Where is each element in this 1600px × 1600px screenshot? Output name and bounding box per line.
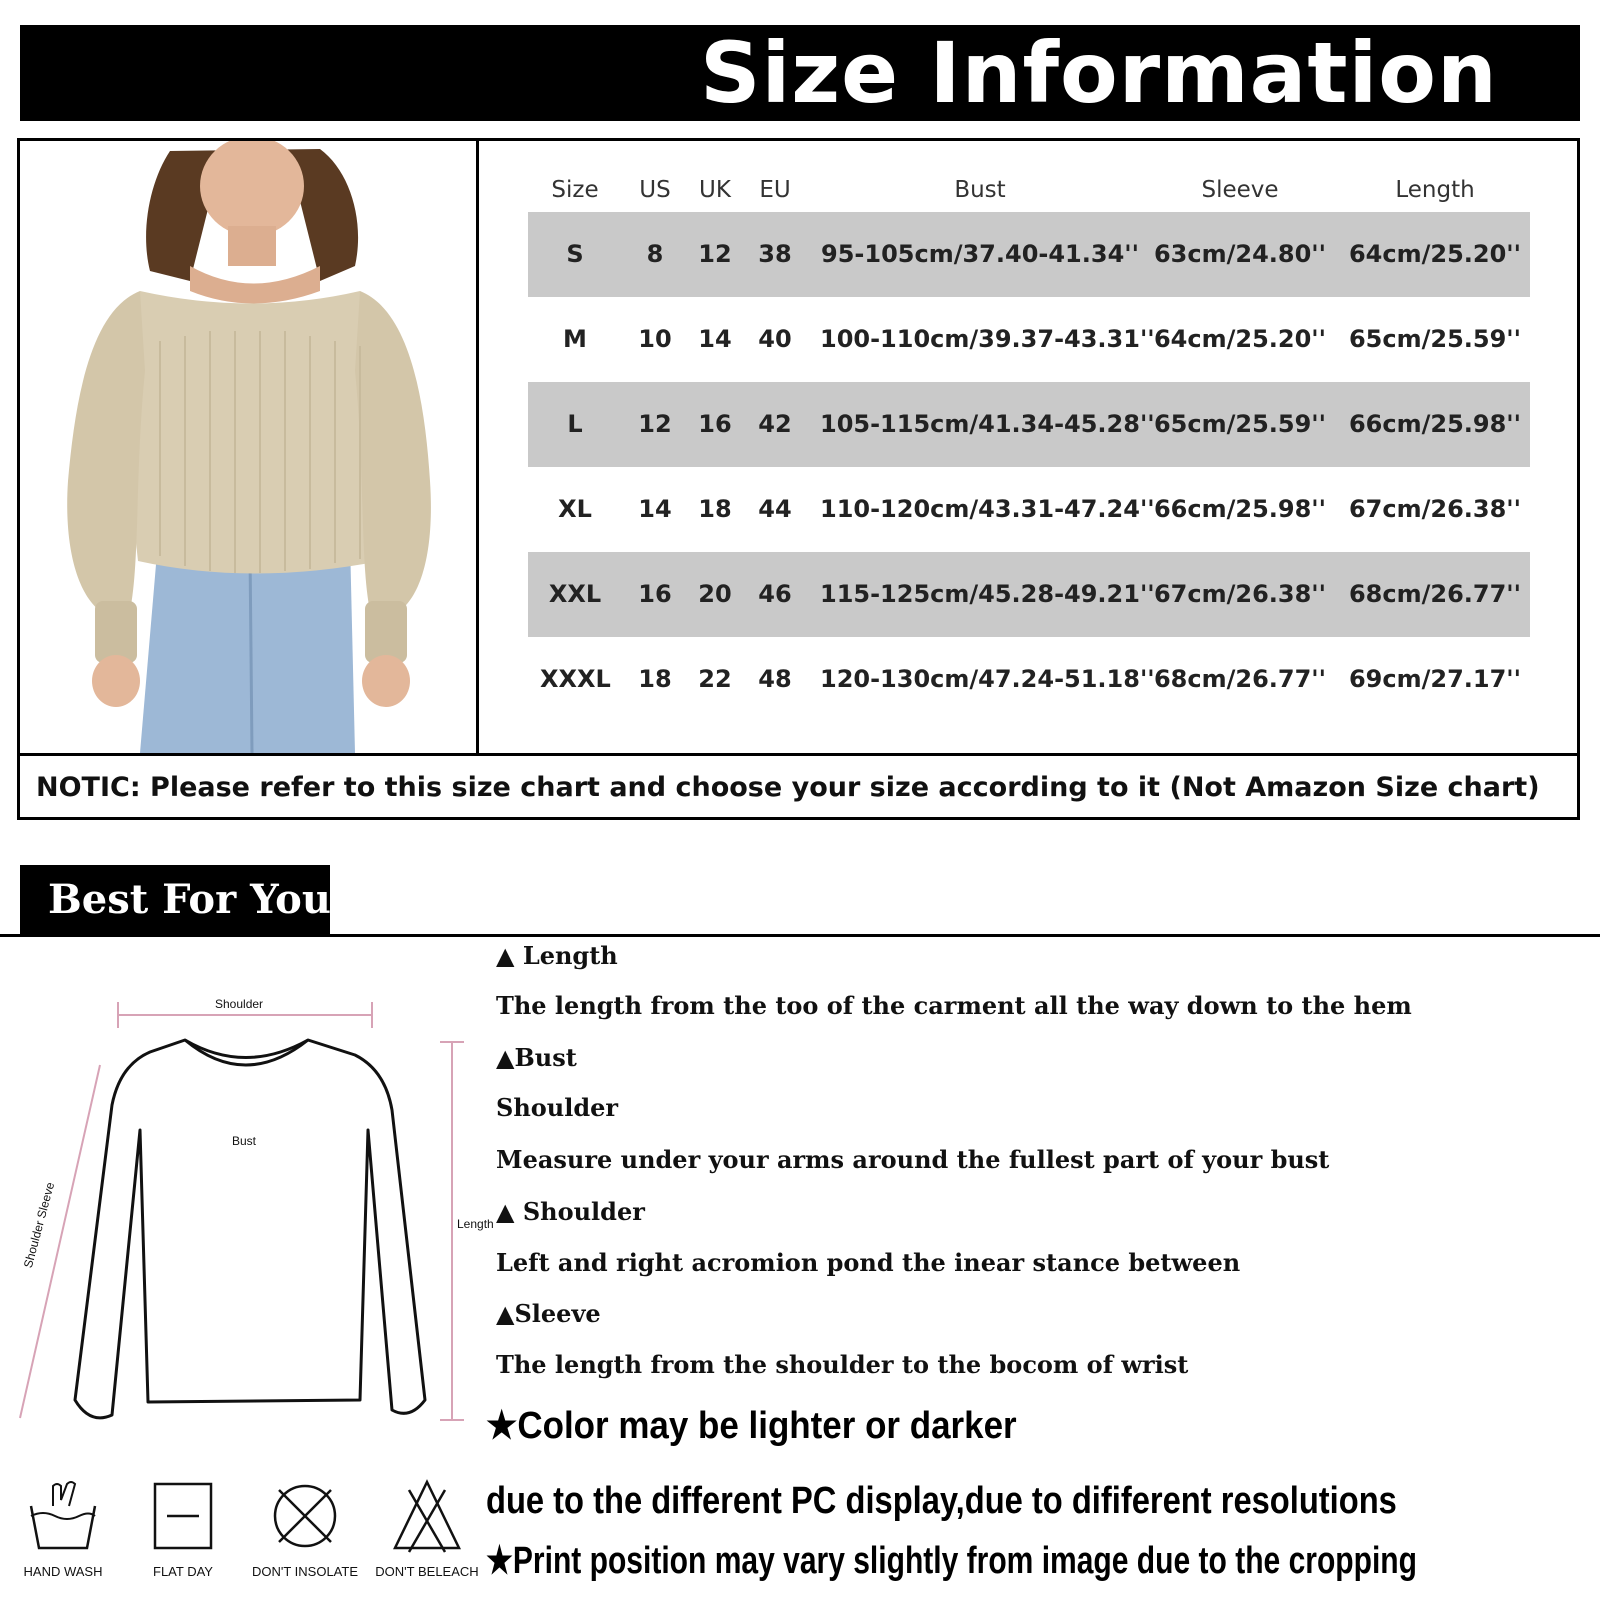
- notice-row: [20, 753, 1577, 817]
- cell-uk: 12: [698, 240, 732, 268]
- desc-length-heading: ▲ Length: [496, 941, 618, 970]
- care-icon-dont-insolate: [250, 1476, 360, 1586]
- desc-shoulder-text: Left and right acromion pond the inear stance between: [496, 1248, 1241, 1277]
- cell-eu: 40: [758, 325, 792, 353]
- dont-insolate-icon: [265, 1476, 345, 1556]
- table-row: [528, 212, 1530, 297]
- model-wearing-sweater-image: [20, 141, 476, 753]
- cell-length: 67cm/26.38'': [1348, 495, 1521, 523]
- column-header-size: Size: [551, 177, 599, 203]
- cell-bust: 110-120cm/43.31-47.24'': [820, 495, 1155, 523]
- cell-us: 18: [638, 665, 672, 693]
- cell-length: 69cm/27.17'': [1348, 665, 1521, 693]
- cell-length: 66cm/25.98'': [1348, 410, 1521, 438]
- desc-bust-heading: ▲Bust: [496, 1043, 577, 1072]
- cell-us: 14: [638, 495, 672, 523]
- care-label: FLAT DAY: [153, 1564, 213, 1579]
- table-row: [528, 382, 1530, 467]
- cell-sleeve: 66cm/25.98'': [1153, 495, 1326, 523]
- care-icon-hand-wash: [8, 1476, 118, 1586]
- cell-bust: 115-125cm/45.28-49.21'': [820, 580, 1155, 608]
- section-divider: [0, 934, 1600, 937]
- table-row: [528, 637, 1530, 722]
- cell-eu: 48: [758, 665, 792, 693]
- cell-eu: 38: [758, 240, 792, 268]
- cell-sleeve: 68cm/26.77'': [1153, 665, 1326, 693]
- cell-size: S: [566, 240, 584, 268]
- cell-uk: 16: [698, 410, 732, 438]
- flat-dry-icon: [143, 1476, 223, 1556]
- cell-sleeve: 63cm/24.80'': [1153, 240, 1326, 268]
- care-icon-dont-bleach: [372, 1476, 482, 1586]
- cell-sleeve: 64cm/25.20'': [1153, 325, 1326, 353]
- cell-bust: 95-105cm/37.40-41.34'': [821, 240, 1139, 268]
- desc-length-text: The length from the too of the carment all the way down to the hem: [496, 991, 1412, 1020]
- desc-shoulder-label: Shoulder: [496, 1093, 619, 1122]
- desc-shoulder-heading: ▲ Shoulder: [496, 1197, 645, 1226]
- column-header-sleeve: Sleeve: [1201, 177, 1279, 203]
- cell-length: 68cm/26.77'': [1348, 580, 1521, 608]
- header-banner: [20, 25, 1580, 121]
- care-label: DON'T INSOLATE: [251, 1564, 359, 1579]
- diagram-label-shoulder: Shoulder: [215, 997, 264, 1011]
- note-print-position: ★Print position may vary slightly from image due to the cropping: [486, 1540, 1417, 1582]
- table-row: [528, 297, 1530, 382]
- table-row: [528, 467, 1530, 552]
- diagram-label-bust: Bust: [232, 1134, 257, 1148]
- cell-length: 65cm/25.59'': [1348, 325, 1521, 353]
- cell-size: XXXL: [540, 665, 611, 693]
- cell-eu: 44: [758, 495, 792, 523]
- column-header-eu: EU: [759, 177, 791, 203]
- hand-wash-icon: [23, 1476, 103, 1556]
- care-label: HAND WASH: [23, 1564, 103, 1579]
- cell-size: L: [567, 410, 583, 438]
- cell-bust: 105-115cm/41.34-45.28'': [820, 410, 1155, 438]
- cell-us: 16: [638, 580, 672, 608]
- cell-bust: 120-130cm/47.24-51.18'': [820, 665, 1155, 693]
- section-title: Best For You: [48, 876, 331, 923]
- diagram-label-sleeve: Shoulder Sleeve: [20, 1180, 58, 1270]
- desc-sleeve-text: The length from the shoulder to the bocom of wrist: [496, 1350, 1189, 1379]
- size-chart-notice: NOTIC: Please refer to this size chart and choose your size according to it (Not Amazon Size chart): [36, 772, 1540, 803]
- care-icon-flat-dry: [128, 1476, 238, 1586]
- cell-us: 10: [638, 325, 672, 353]
- page-title: Size Information: [700, 24, 1498, 122]
- column-header-bust: Bust: [954, 177, 1006, 203]
- cell-size: XL: [558, 495, 592, 523]
- cell-us: 8: [646, 240, 664, 268]
- cell-length: 64cm/25.20'': [1348, 240, 1521, 268]
- column-header-length: Length: [1395, 177, 1475, 203]
- dont-bleach-icon: [387, 1476, 467, 1556]
- cell-uk: 14: [698, 325, 732, 353]
- best-for-you-tab: [20, 865, 330, 935]
- cell-size: M: [563, 325, 587, 353]
- table-row: [528, 552, 1530, 637]
- sweater-measurement-diagram: [0, 980, 470, 1440]
- cell-uk: 22: [698, 665, 732, 693]
- cell-uk: 18: [698, 495, 732, 523]
- desc-sleeve-heading: ▲Sleeve: [496, 1299, 601, 1328]
- product-photo: [20, 141, 479, 753]
- cell-us: 12: [638, 410, 672, 438]
- cell-bust: 100-110cm/39.37-43.31'': [820, 325, 1155, 353]
- cell-eu: 46: [758, 580, 792, 608]
- column-header-uk: UK: [699, 177, 731, 203]
- desc-bust-text: Measure under your arms around the fullest part of your bust: [496, 1145, 1330, 1174]
- note-color: ★Color may be lighter or darker: [486, 1405, 1017, 1447]
- cell-eu: 42: [758, 410, 792, 438]
- cell-size: XXL: [548, 580, 602, 608]
- note-display: due to the different PC display,due to dififerent resolutions: [486, 1480, 1397, 1522]
- cell-sleeve: 65cm/25.59'': [1153, 410, 1326, 438]
- cell-sleeve: 67cm/26.38'': [1153, 580, 1326, 608]
- diagram-label-length: Length: [457, 1217, 494, 1231]
- cell-uk: 20: [698, 580, 732, 608]
- care-label: DON'T BELEACH: [375, 1564, 479, 1579]
- column-header-us: US: [639, 177, 671, 203]
